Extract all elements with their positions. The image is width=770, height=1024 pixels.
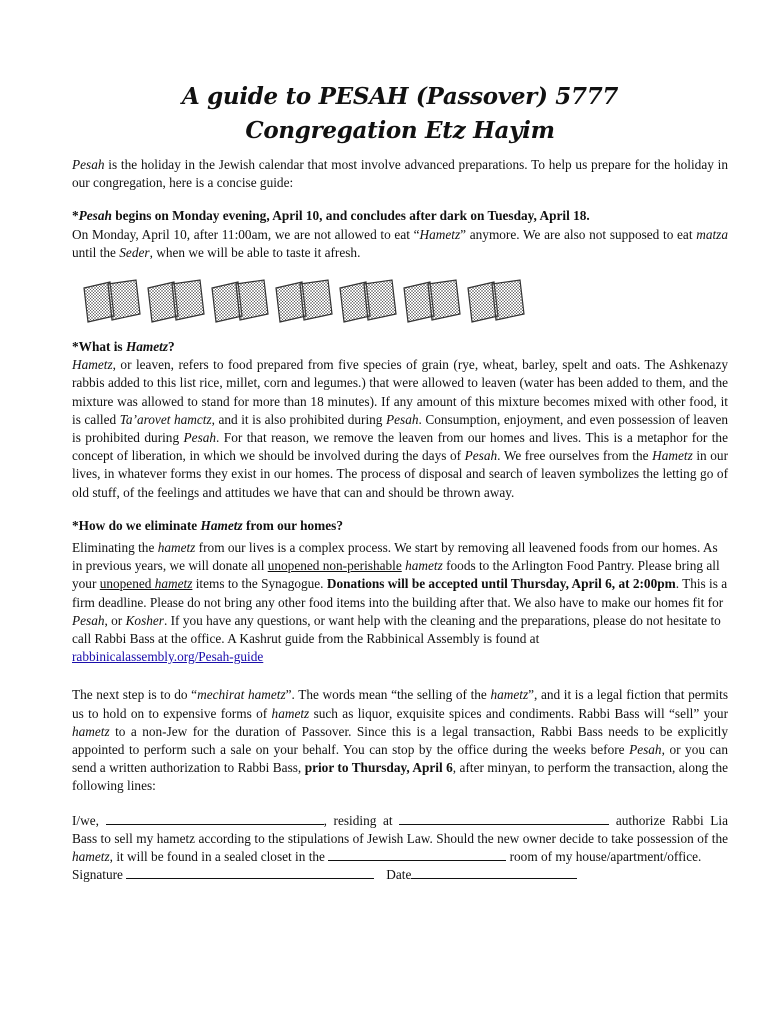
matza-icon (272, 276, 336, 324)
what-paragraph: Hametz, or leaven, refers to food prepared from five species of grain (rye, wheat, barley, spelt and oats. The Ashkenazy rabbis added to this list rice, millet, corn and legumes.) that were allowed to leaven (water has been added to them, and the mixture was allowed to stand for more than 18 minutes). If any amount of this mixture becomes mixed with other food, it is called Ta’arovet hamctz, and it is also prohibited during Pesah. Consumption, enjoyment, and even possession of leaven is prohibited during Pesah. For that reason, we remove the leaven from our homes and lives. This is a metaphor for the concept of liberation, in which we should be involved during the days of Pesah. We free ourselves from the Hametz in our lives, in whatever forms they exist in our homes. The process of disposal and search of leaven symbolizes the letting go of old stuff, of the feelings and attitudes we have that can and should be thrown away. (72, 357, 729, 500)
matza-icon (208, 276, 272, 324)
matza-decoration-row (72, 276, 728, 324)
matza-icon (336, 276, 400, 324)
title-line-1: A guide to PESAH (Passover) 5777 (181, 83, 619, 110)
rabbinical-assembly-link[interactable]: rabbinicalassembly.org/Pesah-guide (72, 649, 264, 665)
address-blank[interactable] (399, 812, 609, 825)
date-blank[interactable] (411, 866, 577, 879)
name-blank[interactable] (106, 812, 324, 825)
authorization-form: I/we, , residing at authorize Rabbi Lia Bass to sell my hametz according to the stipulations of Jewish Law. Should the new owner decide to take possession of the hametz, it will be found in a sealed closet in the room of my house/apartment/office. Signature Date (72, 812, 729, 883)
matza-icon (464, 276, 528, 324)
room-blank[interactable] (328, 848, 506, 861)
eliminate-paragraph: Eliminating the hametz from our lives is a complex process. We start by removing all leavened foods from our homes. As in previous years, we will donate all unopened non-perishable hametz foods to the Arlington Food Pantry. Please bring all your unopened hametz items to the Synagogue. Donations will be accepted until Thursday, April 6, at 2:00pm. This is a firm deadline. Please do not bring any other food items into the building after that. We also have to make our homes fit for Pesah, or Kosher. If you have any questions, or want help with the cleaning and the preparations, please do not hesitate to call Rabbi Bass at the office. A Kashrut guide from the Rabbinical Assembly is found at rabbinicalassembly.org/Pesah-guide (72, 540, 728, 665)
intro-paragraph: Pesah is the holiday in the Jewish calendar that most involve advanced preparations. To help us prepare for the holiday in our congregation, here is a concise guide: (72, 157, 728, 191)
mechirat-paragraph: The next step is to do “mechirat hametz”. The words mean “the selling of the hametz”, and it is a legal fiction that permits us to hold on to expensive forms of hametz such as liquor, exquisite spices and condiments. Rabbi Bass will “sell” your hametz to a non-Jew for the duration of Passover. Since this is a legal transaction, Rabbi Bass needs to be explicitly appointed to perform such a sale on your behalf. You can stop by the office during the weeks before Pesah, or you can send a written authorization to Rabbi Bass, prior to Thursday, April 6, after minyan, to perform the transaction, along the following lines: (72, 687, 728, 794)
dates-paragraph: *Pesah begins on Monday evening, April 10, and concludes after dark on Tuesday, April 18. On Monday, April 10, after 11:00am, we are not allowed to eat “Hametz” anymore. We are also not supposed to eat matza until the Seder, when we will be able to taste it afresh. (72, 208, 728, 260)
section-what-is-hametz (72, 338, 728, 502)
section-heading-eliminate: *How do we eliminate Hametz from our homes? (72, 517, 343, 533)
section-eliminate-hametz (72, 517, 728, 667)
document-page (72, 80, 728, 885)
document-title (72, 80, 728, 148)
matza-icon (144, 276, 208, 324)
signature-blank[interactable] (126, 866, 374, 879)
matza-icon (80, 276, 144, 324)
section-heading-what: *What is Hametz? (72, 339, 175, 355)
matza-icon (400, 276, 464, 324)
title-line-2: Congregation Etz Hayim (245, 117, 555, 144)
